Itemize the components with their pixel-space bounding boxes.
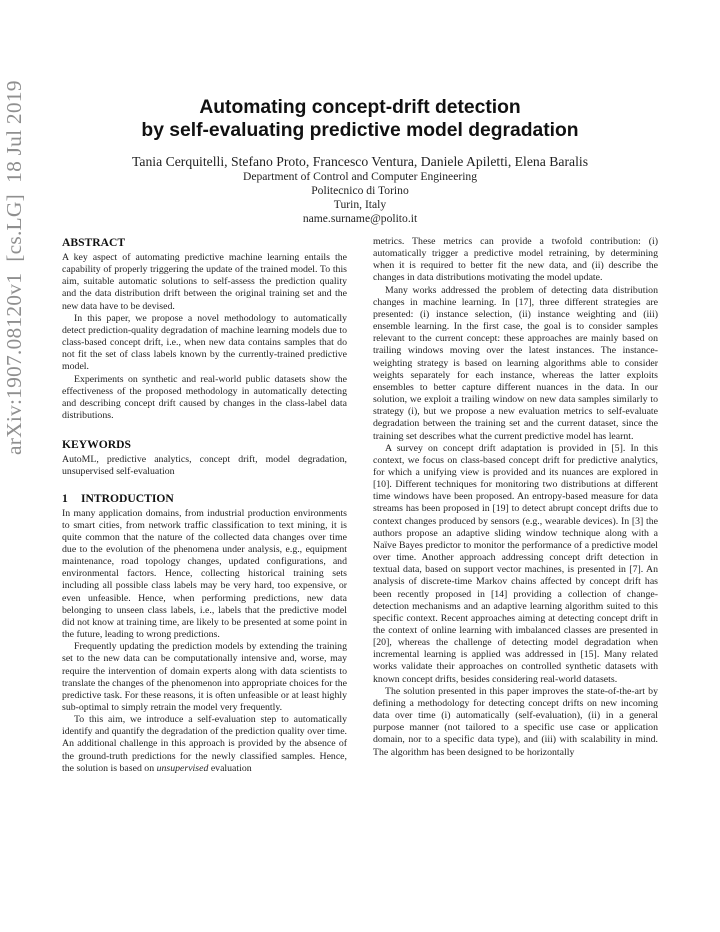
arxiv-watermark xyxy=(2,0,42,455)
intro-paragraph-1: In many application domains, from industrial production environments to smart cities, from network traffic classification to text mining, it is quite common that the nature of the collected data changes over time due to the evolution of the phenomena under analysis, e.g., equipment maintenance, road topology changes, updated configurations, and environmental factors. Hence, collecting historical training sets including all possible class labels may be very hard, too expensive, or even unfeasible. Hence, when performing predictions, new data belonging to unseen class labels, i.e., labels that the predictive model did not know at training time, are likely to be presented at some point in the future, leading to wrong predictions. xyxy=(62,507,347,641)
affiliation-institution: Politecnico di Torino xyxy=(311,184,409,197)
section-title: INTRODUCTION xyxy=(81,491,174,505)
intro-paragraph-6: A survey on concept drift adaptation is provided in [5]. In this context, we focus on class-based concept drift for predictive analytics, for which a unifying view is provided and its nuances are explored in [10]. Different techniques for monitoring two distributions at different time windows have been proposed. An entropy-based measure for data streams has been proposed in [19] to detect abrupt concept drifts due to context changes produced by sensors (e.g., wearable devices). In [3] the authors propose an adaptive sliding window technique along with a Naïve Bayes predictor to monitor the performance of a predictive model over time. Another approach addressing concept drift detection in textual data, based on support vector machines, is presented in [7]. An analysis of discrete-time Markov chains affected by concept drift has been recently proposed in [14] providing a collection of change-detection mechanisms and an adaptive learning algorithm suited to this specific context. Recent approaches aiming at detecting concept drift in the context of online learning with imbalanced classes are presented in [20], whereas the challenge of detecting model degradation when incremental learning is applied was addressed in [15]. Many related works validate their approaches on controlled synthetic datasets with known concept drifts, besides considering real-world datasets. xyxy=(373,442,658,685)
intro-paragraph-2: Frequently updating the prediction models by extending the training set to the new data can be computationally intensive and, worse, may require the intervention of domain experts along with data scientists to translate the changes of the phenomenon into appropriate choices for the predictive task. For these reasons, it is often unfeasible or at least highly sub-optimal to simply retrain the model very frequently. xyxy=(62,641,348,713)
title-line-1: Automating concept-drift detection xyxy=(199,97,521,118)
intro-p3-emphasis: unsupervised xyxy=(156,762,209,774)
title-line-2: by self-evaluating predictive model degradation xyxy=(141,120,579,141)
paper-header xyxy=(60,96,660,226)
intro-paragraph-7: The solution presented in this paper improves the state-of-the-art by defining a methodology for detecting concept drifts on new incoming data over time (i) automatically (self-evaluation), (ii) in a general purpose manner (not tailored to a specific use case or application domain, nor to a specific data type), and (iii) with scalability in mind. The algorithm has been designed to be horizontally xyxy=(373,685,658,758)
affiliation-department: Department of Control and Computer Engineering xyxy=(242,170,478,183)
intro-p3-text: To this aim, we introduce a self-evaluation step to automatically identify and quantify the degradation of the prediction quality over time. An additional challenge in this approach is provided by the absence of the ground-truth predictions for the newly classified samples. Hence, the solution is based on xyxy=(62,714,347,774)
keywords-text: AutoML, predictive analytics, concept drift, model degradation, unsupervised self-evaluation xyxy=(62,454,347,478)
intro-paragraph-5: Many works addressed the problem of detecting data distribution changes in machine learning. In [17], three different strategies are presented: (i) instance selection, (ii) instance weighting and (iii) ensemble learning. In the first case, the goal is to consider samples relevant to the current concept: these approaches are mainly based on trailing windows moving over the latest instances. The instance-weighting strategy is based on learning algorithms able to consider weights separately for each instance, whereas the latter exploits ensembles to better capture different nuances in the data. In our solution, we exploit a trailing window on new data samples similarly to strategy (i), but we propose a new evaluation metrics to self-evaluate degradation between the training set and the current dataset, since the training set describes what the current predictive model has learnt. xyxy=(373,284,658,442)
section-number: 1 xyxy=(62,491,68,505)
arxiv-category: [cs.LG] xyxy=(2,194,26,262)
right-column xyxy=(373,236,658,759)
author-list: Tania Cerquitelli, Stefano Proto, Francesco Ventura, Daniele Apiletti, Elena Baralis xyxy=(131,154,589,169)
left-column xyxy=(62,236,347,775)
intro-paragraph-3 xyxy=(62,714,347,775)
abstract-paragraph-3: Experiments on synthetic and real-world public datasets show the effectiveness of the proposed methodology in automatically detecting and describing concept drift caused by changes in the class-label data distributions. xyxy=(62,373,347,422)
keywords-heading: KEYWORDS xyxy=(62,438,131,452)
arxiv-id: arXiv:1907.08120v1 xyxy=(2,272,26,455)
affiliation-location: Turin, Italy xyxy=(333,198,387,211)
introduction-heading xyxy=(62,492,347,506)
paper-title xyxy=(60,96,660,142)
intro-paragraph-4: metrics. These metrics can provide a twofold contribution: (i) automatically trigger a predictive model retraining, by determining when it is required to better fit the new data, and (ii) describe the changes in data distributions motivating the model update. xyxy=(373,236,658,284)
abstract-heading: ABSTRACT xyxy=(62,236,126,249)
abstract-paragraph-1: A key aspect of automating predictive machine learning entails the capability of properly triggering the update of the trained model. To this aim, suitable automatic solutions to self-assess the prediction quality and the data distribution drift between the original training set and the new data have to be devised. xyxy=(62,252,347,312)
abstract-paragraph-2: In this paper, we propose a novel methodology to automatically detect prediction-quality degradation of machine learning models due to class-based concept drift, i.e., when new data contains samples that do not fit the set of class labels known by the currently-trained predictive model. xyxy=(62,312,347,373)
author-email: name.surname@polito.it xyxy=(302,212,418,225)
arxiv-date: 18 Jul 2019 xyxy=(2,80,26,183)
intro-p3-tail: evaluation xyxy=(208,762,252,774)
